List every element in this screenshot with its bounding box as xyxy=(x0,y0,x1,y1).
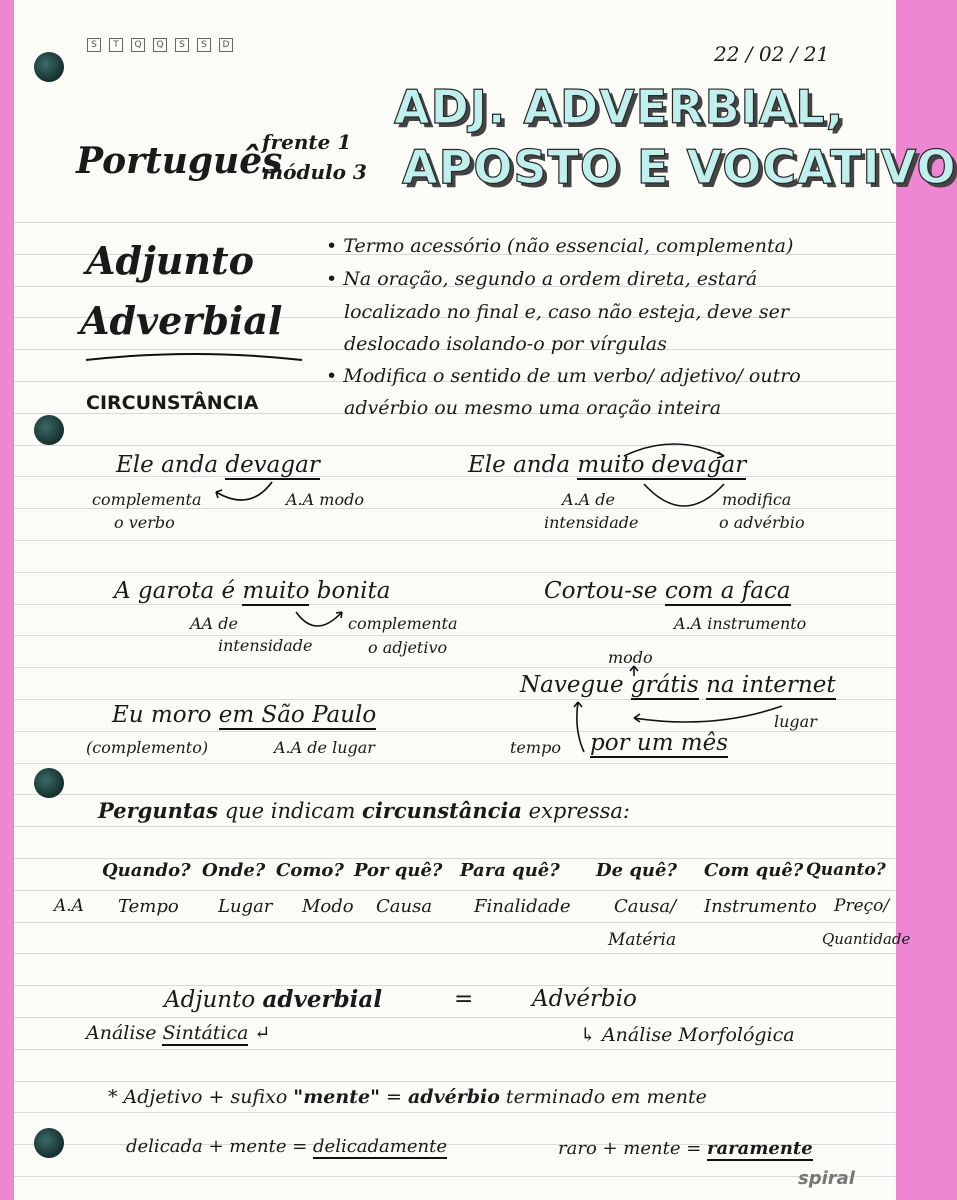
type: Causa/ xyxy=(614,896,677,917)
annotation: modifica xyxy=(722,490,792,509)
type: Preço/ xyxy=(834,896,890,916)
frente-label: frente 1 xyxy=(262,130,352,154)
text: Eu moro xyxy=(112,702,219,728)
subject: Português xyxy=(76,140,283,182)
example-sentence xyxy=(544,578,791,604)
suffix-rule xyxy=(108,1086,707,1108)
analise-morfologica: ↳ Análise Morfológica xyxy=(580,1024,795,1046)
heading-adverbial: Adverbial xyxy=(80,298,283,343)
adverb: na internet xyxy=(706,672,836,698)
text: adverbial xyxy=(262,986,383,1013)
ruled-line xyxy=(14,572,896,573)
bullet-2-cont: localizado no final e, caso não esteja, deve ser xyxy=(344,301,789,323)
ruled-line xyxy=(14,858,896,859)
text: expressa: xyxy=(521,799,630,823)
ruled-line xyxy=(14,953,896,954)
annotation: AA de xyxy=(190,614,238,633)
annotation: A.A de xyxy=(562,490,615,509)
text: bonita xyxy=(309,578,391,604)
binder-hole xyxy=(34,1128,64,1158)
brand-logo: spiral xyxy=(798,1168,855,1189)
ruled-line xyxy=(14,635,896,636)
binder-hole xyxy=(34,768,64,798)
annotation: intensidade xyxy=(544,513,639,532)
text: Cortou-se xyxy=(544,578,665,604)
weekday-box[interactable]: Q xyxy=(153,38,167,52)
page-title-line1: ADJ. ADVERBIAL, xyxy=(394,80,845,134)
adverb: muito xyxy=(577,452,645,478)
equation-equals: = xyxy=(454,986,474,1012)
annotation: o advérbio xyxy=(719,513,805,532)
adverb: muito xyxy=(242,578,310,604)
type: Matéria xyxy=(608,930,677,950)
text: Análise xyxy=(86,1022,163,1044)
example-raro xyxy=(558,1138,813,1159)
text: Ele anda xyxy=(468,452,578,478)
heading-adjunto: Adjunto xyxy=(86,238,254,283)
adverb: devagar xyxy=(225,452,320,478)
type: Finalidade xyxy=(474,896,571,917)
type: Lugar xyxy=(218,896,273,917)
equation-right: Advérbio xyxy=(532,986,637,1012)
text: delicada + mente = xyxy=(126,1136,314,1157)
annotation: o adjetivo xyxy=(368,638,448,657)
page-title-line2: APOSTO E VOCATIVO xyxy=(402,140,957,194)
type: Tempo xyxy=(118,896,179,917)
text: A garota é xyxy=(114,578,243,604)
perguntas-heading xyxy=(98,798,630,823)
ruled-line xyxy=(14,1112,896,1113)
binder-hole xyxy=(34,415,64,445)
weekday-box[interactable]: D xyxy=(219,38,233,52)
example-sentence xyxy=(112,702,376,728)
ruled-line xyxy=(14,922,896,923)
arrow-icon xyxy=(604,438,754,528)
text: terminado em mente xyxy=(499,1086,707,1108)
annotation: A.A de lugar xyxy=(274,738,375,757)
ruled-line xyxy=(14,763,896,764)
question: Com quê? xyxy=(704,860,804,881)
text: "mente" xyxy=(293,1086,380,1108)
example-delicada xyxy=(126,1136,447,1157)
type: Quantidade xyxy=(822,930,911,948)
return-arrow-icon: ↵ xyxy=(254,1022,271,1044)
circunstancia-label: CIRCUNSTÂNCIA xyxy=(86,392,259,414)
weekday-box[interactable]: Q xyxy=(131,38,145,52)
arrow-icon xyxy=(210,478,280,510)
ruled-line xyxy=(14,445,896,446)
annotation: (complemento) xyxy=(86,738,209,757)
ruled-line xyxy=(14,794,896,795)
arrow-icon xyxy=(554,660,794,760)
bullet-2-cont: deslocado isolando-o por vírgulas xyxy=(344,333,667,355)
annotation: A.A modo xyxy=(286,490,364,509)
equation-left xyxy=(164,986,382,1013)
analise-sintatica xyxy=(86,1022,270,1044)
weekday-box[interactable]: S xyxy=(197,38,211,52)
annotation: o verbo xyxy=(114,513,175,532)
bullet-1: • Termo acessório (não essencial, complementa) xyxy=(326,235,794,257)
adverb: por um mês xyxy=(590,730,729,756)
example-sentence xyxy=(114,578,390,604)
text: delicadamente xyxy=(313,1136,447,1157)
question: Quando? xyxy=(102,860,191,881)
ruled-line xyxy=(14,1017,896,1018)
text: que indicam xyxy=(218,799,363,823)
type: Modo xyxy=(302,896,354,917)
text: Navegue xyxy=(520,672,631,698)
text: Sintática xyxy=(162,1022,249,1044)
ruled-line xyxy=(14,540,896,541)
adverb: devagar xyxy=(644,452,747,478)
text: Perguntas xyxy=(98,798,219,823)
adverb: em São Paulo xyxy=(218,702,377,728)
question: De quê? xyxy=(596,860,677,881)
notebook-page xyxy=(14,0,957,1200)
question: Como? xyxy=(276,860,344,881)
question: Quanto? xyxy=(806,860,886,880)
text: = xyxy=(379,1086,408,1108)
aa-label: A.A xyxy=(54,896,84,916)
ruled-line xyxy=(14,1176,896,1177)
annotation: A.A instrumento xyxy=(674,614,807,633)
text: advérbio xyxy=(407,1086,500,1108)
weekday-box[interactable]: S xyxy=(87,38,101,52)
weekday-box[interactable]: T xyxy=(109,38,123,52)
text: raro + mente = xyxy=(558,1138,708,1159)
binder-hole xyxy=(34,52,64,82)
type: Causa xyxy=(376,896,433,917)
annotation: tempo xyxy=(510,738,561,757)
ruled-line xyxy=(14,826,896,827)
text: circunstância xyxy=(362,798,522,823)
ruled-line xyxy=(14,890,896,891)
example-sentence xyxy=(116,452,320,478)
text: * Adjetivo + sufixo xyxy=(108,1086,294,1108)
annotation: modo xyxy=(608,648,653,667)
annotation: lugar xyxy=(774,712,817,731)
bullet-3: • Modifica o sentido de um verbo/ adjetivo/ outro xyxy=(326,365,801,387)
question: Para quê? xyxy=(460,860,560,881)
annotation: complementa xyxy=(348,614,458,633)
modulo-label: módulo 3 xyxy=(262,160,367,184)
adverb: grátis xyxy=(630,672,699,698)
annotation: complementa xyxy=(92,490,202,509)
adverb: com a faca xyxy=(664,578,791,604)
ruled-line xyxy=(14,222,896,223)
text: Ele anda xyxy=(116,452,226,478)
question: Por quê? xyxy=(354,860,443,881)
text: Adjunto xyxy=(164,987,263,1013)
bullet-3-cont: advérbio ou mesmo uma oração inteira xyxy=(344,397,722,419)
heading-underline xyxy=(84,350,304,370)
type: Instrumento xyxy=(704,896,817,917)
arrow-icon xyxy=(290,606,350,636)
question: Onde? xyxy=(202,860,266,881)
date: 22 / 02 / 21 xyxy=(714,42,830,66)
ruled-line xyxy=(14,1081,896,1082)
text: raramente xyxy=(707,1138,813,1159)
weekday-box[interactable]: S xyxy=(175,38,189,52)
bullet-2: • Na oração, segundo a ordem direta, estará xyxy=(326,268,758,290)
ruled-line xyxy=(14,1049,896,1050)
annotation: intensidade xyxy=(218,636,313,655)
